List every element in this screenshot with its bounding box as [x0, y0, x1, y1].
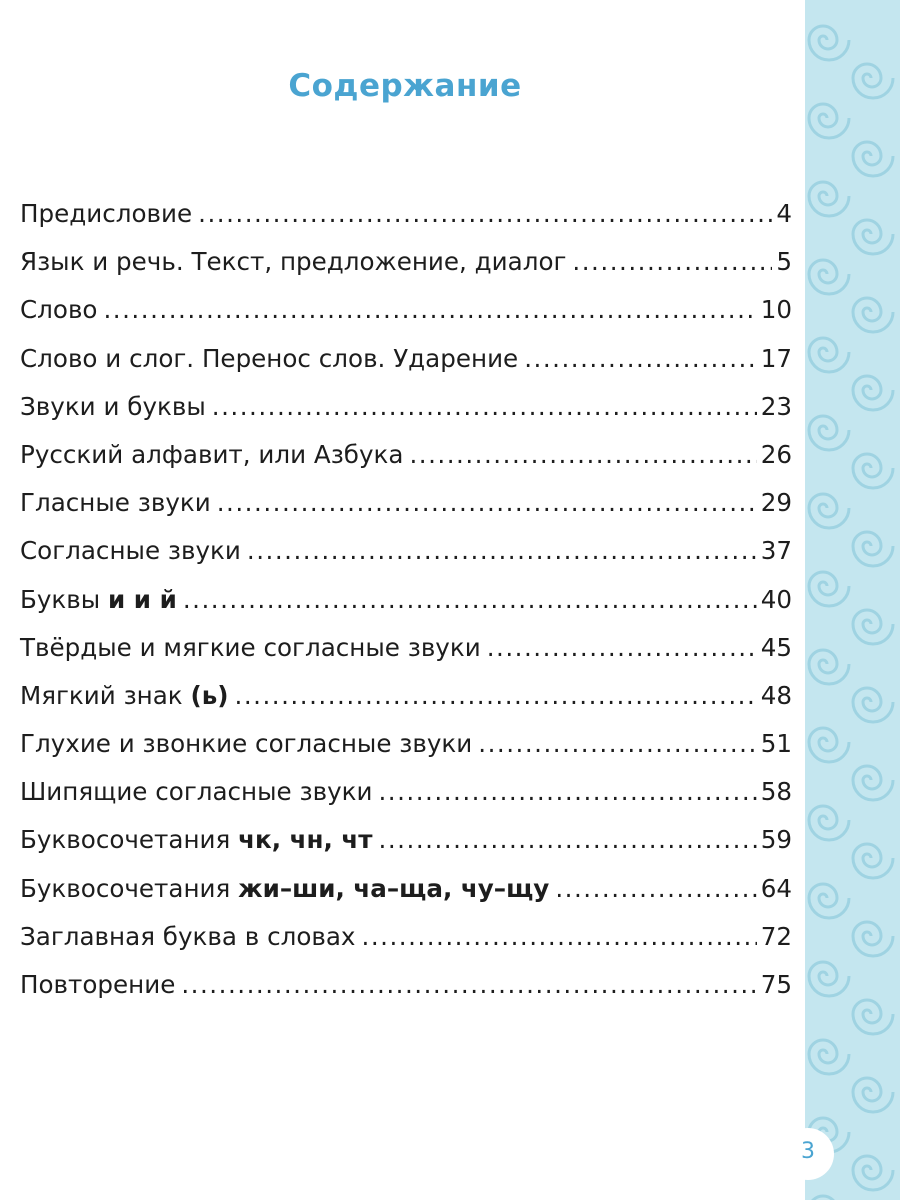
toc-entry	[20, 681, 792, 729]
toc-entry-label: Буквосочетания	[20, 873, 239, 903]
page-number: 3	[782, 1128, 834, 1180]
toc-entry	[20, 247, 792, 295]
toc-entry	[20, 585, 792, 633]
toc-entry-page: 29	[760, 488, 792, 518]
swirl-icon	[809, 806, 849, 840]
swirl-icon	[809, 416, 849, 450]
toc-entry-page: 5	[776, 247, 792, 277]
toc-entry	[20, 295, 792, 343]
toc-entry	[20, 825, 792, 873]
swirl-icon	[853, 922, 893, 956]
toc-entry-title	[20, 922, 356, 951]
toc-entry-label: Буквосочетания	[20, 825, 239, 855]
toc-dot-leader	[212, 392, 757, 421]
toc-entry-page: 64	[760, 873, 792, 903]
toc-entry-bold-letters: жи–ши, ча–ща, чу–щу	[238, 873, 550, 903]
toc-entry-page: 37	[760, 536, 792, 566]
swirl-icon	[853, 142, 893, 176]
toc-dot-leader	[379, 825, 757, 854]
toc-entry	[20, 536, 792, 584]
swirl-icon	[853, 64, 893, 98]
toc-dot-leader	[181, 970, 756, 999]
toc-dot-leader	[235, 681, 757, 710]
toc-dot-leader	[103, 295, 756, 324]
toc-entry-label: Слово и слог. Перенос слов. Ударение	[20, 343, 519, 373]
toc-entry-page: 4	[776, 199, 792, 228]
toc-entry-bold-letters: и и й	[108, 584, 177, 614]
swirl-icon	[853, 610, 893, 644]
toc-entry	[20, 488, 792, 536]
swirl-icon	[853, 1000, 893, 1034]
toc-entry-label: Предисловие	[20, 199, 193, 228]
toc-dot-leader	[198, 199, 772, 228]
toc-entry	[20, 440, 792, 488]
swirl-icon	[853, 766, 893, 800]
decorative-border	[805, 0, 900, 1200]
swirl-icon	[809, 884, 849, 918]
toc-entry-label: Твёрдые и мягкие согласные звуки	[20, 632, 481, 662]
swirl-icon	[809, 572, 849, 606]
toc-entry-title	[20, 681, 229, 710]
toc-entry-label: Мягкий знак	[20, 680, 191, 710]
toc-entry-title	[20, 633, 481, 662]
toc-entry-title	[20, 199, 192, 228]
toc-dot-leader	[572, 247, 772, 276]
toc-entry-title	[20, 874, 549, 903]
toc-entry-label: Гласные звуки	[20, 488, 211, 518]
toc-entry	[20, 922, 792, 970]
swirl-icon	[853, 1156, 893, 1190]
toc-entry-page: 40	[760, 584, 792, 614]
toc-entry-title	[20, 344, 518, 373]
swirl-icon	[809, 1196, 849, 1200]
toc-entry-label: Русский алфавит, или Азбука	[20, 439, 404, 469]
toc-entry-label: Согласные звуки	[20, 536, 241, 566]
toc-entry-title	[20, 729, 472, 758]
toc-dot-leader	[378, 777, 756, 806]
swirl-icon	[853, 220, 893, 254]
toc-entry-title	[20, 488, 211, 517]
toc-entry	[20, 874, 792, 922]
swirl-pattern-icon	[805, 0, 900, 1200]
swirl-icon	[853, 688, 893, 722]
toc-entry	[20, 777, 792, 825]
toc-entry-label: Слово	[20, 295, 98, 325]
toc-dot-leader	[555, 874, 756, 903]
toc-entry-title	[20, 440, 403, 469]
toc-entry	[20, 199, 792, 247]
swirl-icon	[809, 962, 849, 996]
toc-entry-page: 45	[760, 632, 792, 662]
toc-entry-page: 51	[760, 729, 792, 759]
toc-entry-page: 23	[760, 391, 792, 421]
table-of-contents	[20, 199, 792, 1018]
toc-entry-page: 58	[760, 777, 792, 807]
toc-entry-page: 48	[760, 680, 792, 710]
swirl-icon	[853, 532, 893, 566]
toc-entry-title	[20, 970, 175, 999]
toc-dot-leader	[409, 440, 756, 469]
toc-entry-title	[20, 585, 177, 614]
toc-entry-title	[20, 536, 241, 565]
swirl-icon	[853, 454, 893, 488]
toc-entry-title	[20, 295, 97, 324]
swirl-icon	[809, 104, 849, 138]
toc-entry-bold-letters: (ь)	[190, 680, 229, 710]
toc-entry-title	[20, 247, 566, 276]
swirl-icon	[809, 182, 849, 216]
toc-entry-label: Звуки и буквы	[20, 391, 206, 421]
toc-dot-leader	[362, 922, 757, 951]
toc-entry-page: 72	[760, 921, 792, 951]
swirl-icon	[809, 1040, 849, 1074]
swirl-icon	[809, 260, 849, 294]
toc-entry	[20, 970, 792, 1018]
swirl-icon	[809, 338, 849, 372]
toc-entry-page: 17	[760, 343, 792, 373]
swirl-icon	[853, 844, 893, 878]
toc-entry-label: Глухие и звонкие согласные звуки	[20, 729, 473, 759]
toc-entry	[20, 344, 792, 392]
swirl-icon	[809, 494, 849, 528]
toc-dot-leader	[217, 488, 757, 517]
toc-entry-label: Заглавная буква в словах	[20, 921, 356, 951]
toc-dot-leader	[183, 585, 757, 614]
toc-entry	[20, 633, 792, 681]
toc-dot-leader	[524, 344, 757, 373]
swirl-icon	[809, 650, 849, 684]
toc-entry-label: Буквы	[20, 584, 109, 614]
toc-entry-page: 75	[760, 970, 792, 999]
swirl-icon	[853, 376, 893, 410]
swirl-icon	[809, 26, 849, 60]
toc-entry-label: Повторение	[20, 970, 176, 999]
toc-entry-page: 59	[760, 825, 792, 855]
toc-entry-bold-letters: чк, чн, чт	[238, 825, 373, 855]
swirl-icon	[853, 1078, 893, 1112]
toc-entry-label: Шипящие согласные звуки	[20, 777, 373, 807]
swirl-icon	[853, 298, 893, 332]
toc-entry-page: 10	[760, 295, 792, 325]
swirl-icon	[809, 728, 849, 762]
toc-entry	[20, 392, 792, 440]
toc-entry-label: Язык и речь. Текст, предложение, диалог	[20, 247, 567, 277]
toc-dot-leader	[247, 536, 757, 565]
toc-dot-leader	[487, 633, 757, 662]
toc-entry-title	[20, 825, 373, 854]
toc-entry-title	[20, 392, 206, 421]
toc-entry	[20, 729, 792, 777]
toc-entry-title	[20, 777, 372, 806]
page-title: Содержание	[288, 68, 522, 104]
toc-dot-leader	[478, 729, 756, 758]
toc-entry-page: 26	[760, 439, 792, 469]
